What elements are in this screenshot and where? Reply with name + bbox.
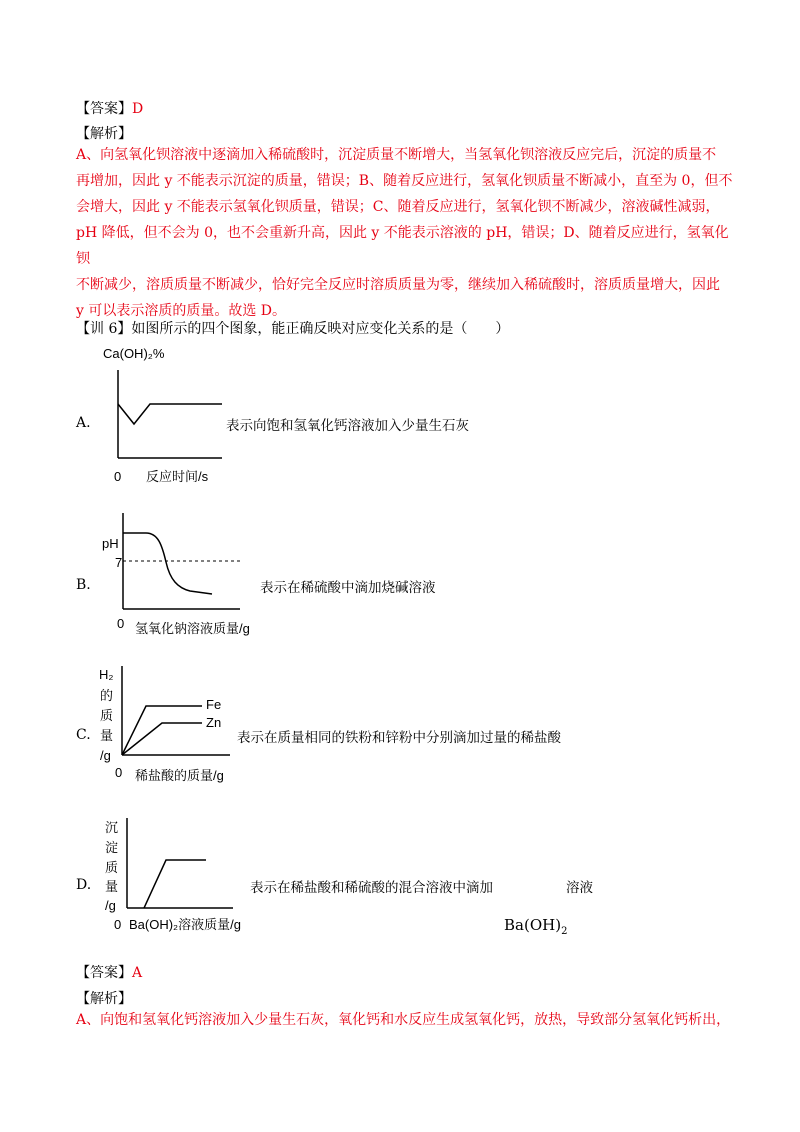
graph-d-curve (144, 860, 206, 908)
analysis-line: A、向氢氧化钡溶液中逐滴加入稀硫酸时，沉淀质量不断增大，当氢氧化钡溶液反应完后，沉淀的质量不 (76, 147, 717, 163)
analysis-tag-2: 【解析】 (76, 991, 132, 1007)
graph-c-origin: 0 (115, 765, 123, 780)
graph-d-y-title-1: 沉 (105, 820, 119, 835)
graph-b-tick-7: 7 (115, 555, 123, 570)
graph-a-x-title: 反应时间/s (146, 469, 209, 484)
graph-c-x-title: 稀盐酸的质量/g (135, 768, 224, 783)
graph-c-y-title-3: 质 (100, 708, 114, 723)
analysis-line: pH 降低，但不会为 0，也不会重新升高，因此 y 不能表示溶液的 pH，错误；D、随着反应进行，氢氧化钡 (76, 225, 729, 267)
option-a-desc: 表示向饱和氢氧化钙溶液加入少量生石灰 (226, 418, 469, 434)
analysis-line: A、向饱和氢氧化钙溶液加入少量生石灰，氧化钙和水反应生成氢氧化钙，放热，导致部分氢氧化钙析出， (76, 1012, 731, 1028)
graph-d-y-title-3: 质 (105, 860, 119, 875)
graph-c-y-title-5: /g (100, 748, 111, 763)
question-text: 如图所示的四个图象，能正确反映对应变化关系的是（ ） (131, 321, 510, 337)
graph-c-y-title-2: 的 (100, 688, 114, 703)
graph-b-x-title: 氢氧化钠溶液质量/g (135, 621, 250, 636)
graph-c-fe-label: Fe (206, 697, 222, 712)
option-c-desc: 表示在质量相同的铁粉和锌粉中分别滴加过量的稀盐酸 (237, 730, 561, 746)
graph-c-y-title-1: H₂ (99, 667, 114, 682)
graph-d-y-title-2: 淀 (105, 840, 119, 855)
option-d-desc: 表示在稀盐酸和稀硫酸的混合溶液中滴加 (250, 880, 493, 896)
graph-b-y-title: pH (102, 536, 119, 551)
analysis-line: 再增加，因此 y 不能表示沉淀的质量，错误；B、随着反应进行，氢氧化钡质量不断减小，直至为 0，但不 (76, 173, 733, 189)
analysis-line: 不断减少，溶质质量不断减少，恰好完全反应时溶质质量为零，继续加入稀硫酸时，溶质质量增大，因此 (76, 277, 720, 293)
graph-d-y-title-4: 量 (105, 879, 119, 894)
option-d-desc-tail: 溶液 (566, 880, 593, 896)
option-d-label: D. (76, 877, 92, 893)
answer-line-2 (76, 962, 142, 982)
analysis-line: 会增大，因此 y 不能表示氢氧化钡质量，错误；C、随着反应进行，氢氧化钡不断减少，溶液碱性减弱， (76, 199, 720, 215)
graph-c-zn-label: Zn (206, 715, 222, 730)
graph-d-x-title: Ba(OH)₂溶液质量/g (129, 917, 241, 932)
analysis-text-2 (76, 1007, 756, 1033)
option-b-desc: 表示在稀硫酸中滴加烧碱溶液 (260, 580, 436, 596)
answer-value: D (132, 101, 144, 117)
analysis-line: y 可以表示溶质的质量。故选 D。 (76, 303, 287, 319)
answer-tag: 【答案】 (76, 101, 132, 117)
option-d-reagent (504, 916, 567, 937)
graph-b-origin: 0 (117, 616, 125, 631)
answer-value: A (132, 965, 143, 981)
reagent-formula: Ba(OH) (504, 916, 562, 934)
graph-a-origin: 0 (114, 469, 122, 484)
option-b-label: B. (76, 577, 91, 593)
option-a-label: A. (76, 415, 91, 431)
question-tag: 【训 6】 (76, 321, 132, 337)
graph-d-origin: 0 (114, 917, 122, 932)
graph-c-y-title-4: 量 (100, 728, 114, 743)
reagent-subscript: 2 (561, 926, 568, 937)
analysis-tag-1: 【解析】 (76, 126, 132, 142)
graph-d-y-title-5: /g (105, 898, 116, 913)
answer-tag: 【答案】 (76, 965, 132, 981)
graph-a-y-title: Ca(OH)₂% (103, 346, 165, 361)
option-c-label: C. (76, 727, 91, 743)
